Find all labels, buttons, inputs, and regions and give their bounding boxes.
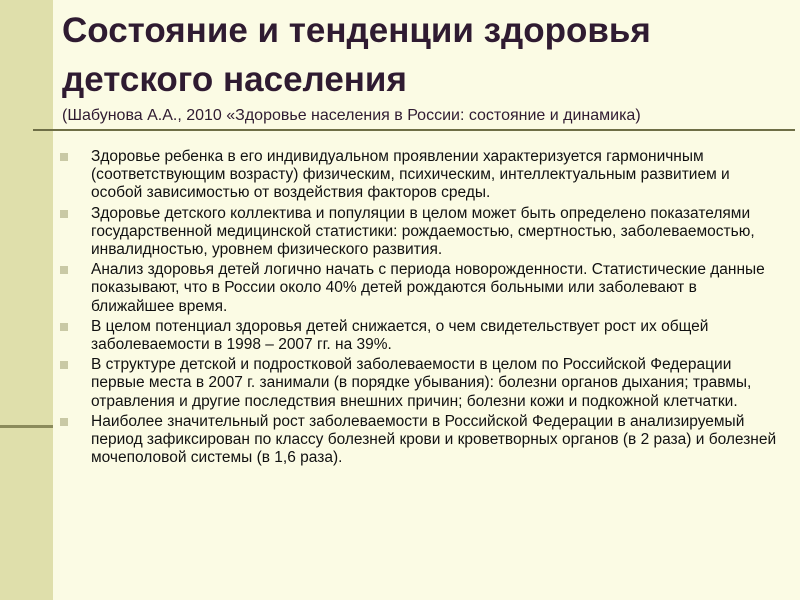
title-divider-line: [33, 129, 795, 131]
bullet-item: [60, 356, 780, 411]
bullet-item: [60, 261, 780, 316]
square-bullet-icon: [60, 323, 68, 331]
square-bullet-icon: [60, 266, 68, 274]
bullet-item: [60, 205, 780, 260]
square-bullet-icon: [60, 210, 68, 218]
bullet-text: Наиболее значительный рост заболеваемости в Российской Федерации в анализируемый период зафиксирован по классу болезней крови и кроветворных органов (в 2 раза) и болезней мочеполовой системы (в 1,6 раза).: [91, 412, 777, 467]
bullet-item: [60, 413, 780, 468]
square-bullet-icon: [60, 153, 68, 161]
slide-title: Состояние и тенденции здоровья детского населения: [62, 11, 651, 99]
bullet-list: [60, 148, 780, 469]
bullet-text: В структуре детской и подростковой заболеваемости в целом по Российской Федерации первые места в 2007 г. занимали (в порядке убывания): болезни органов дыхания; травмы, отравления и другие последствия внешних причин; болезни кожи и подкожной клетчатки.: [91, 356, 752, 410]
left-decorative-strip: [0, 0, 53, 600]
bullet-text: Здоровье детского коллектива и популяции в целом может быть определено показателями государственной медицинской статистики: рождаемостью, смертностью, заболеваемостью, инвалидностью, уровнем физического развития.: [91, 204, 755, 259]
bullet-text: В целом потенциал здоровья детей снижается, о чем свидетельствует рост их общей заболеваемости в 1998 – 2007 гг. на 39%.: [91, 317, 709, 354]
bullet-item: [60, 148, 780, 203]
bullet-text: Анализ здоровья детей логично начать с периода новорожденности. Статистические данные показывают, что в России около 40% детей рождаются больными или заболевают в ближайшее время.: [91, 261, 765, 315]
slide-subtitle: (Шабунова А.А., 2010 «Здоровье населения в России: состояние и динамика): [62, 107, 641, 124]
square-bullet-icon: [60, 418, 68, 426]
bullet-item: [60, 318, 780, 354]
side-accent-line: [0, 425, 53, 428]
square-bullet-icon: [60, 361, 68, 369]
bullet-text: Здоровье ребенка в его индивидуальном проявлении характеризуется гармоничным (соответствующим возрасту) физическим, психическим, интеллектуальным развитием и особой зависимостью от воздействия факторов среды.: [91, 148, 730, 202]
